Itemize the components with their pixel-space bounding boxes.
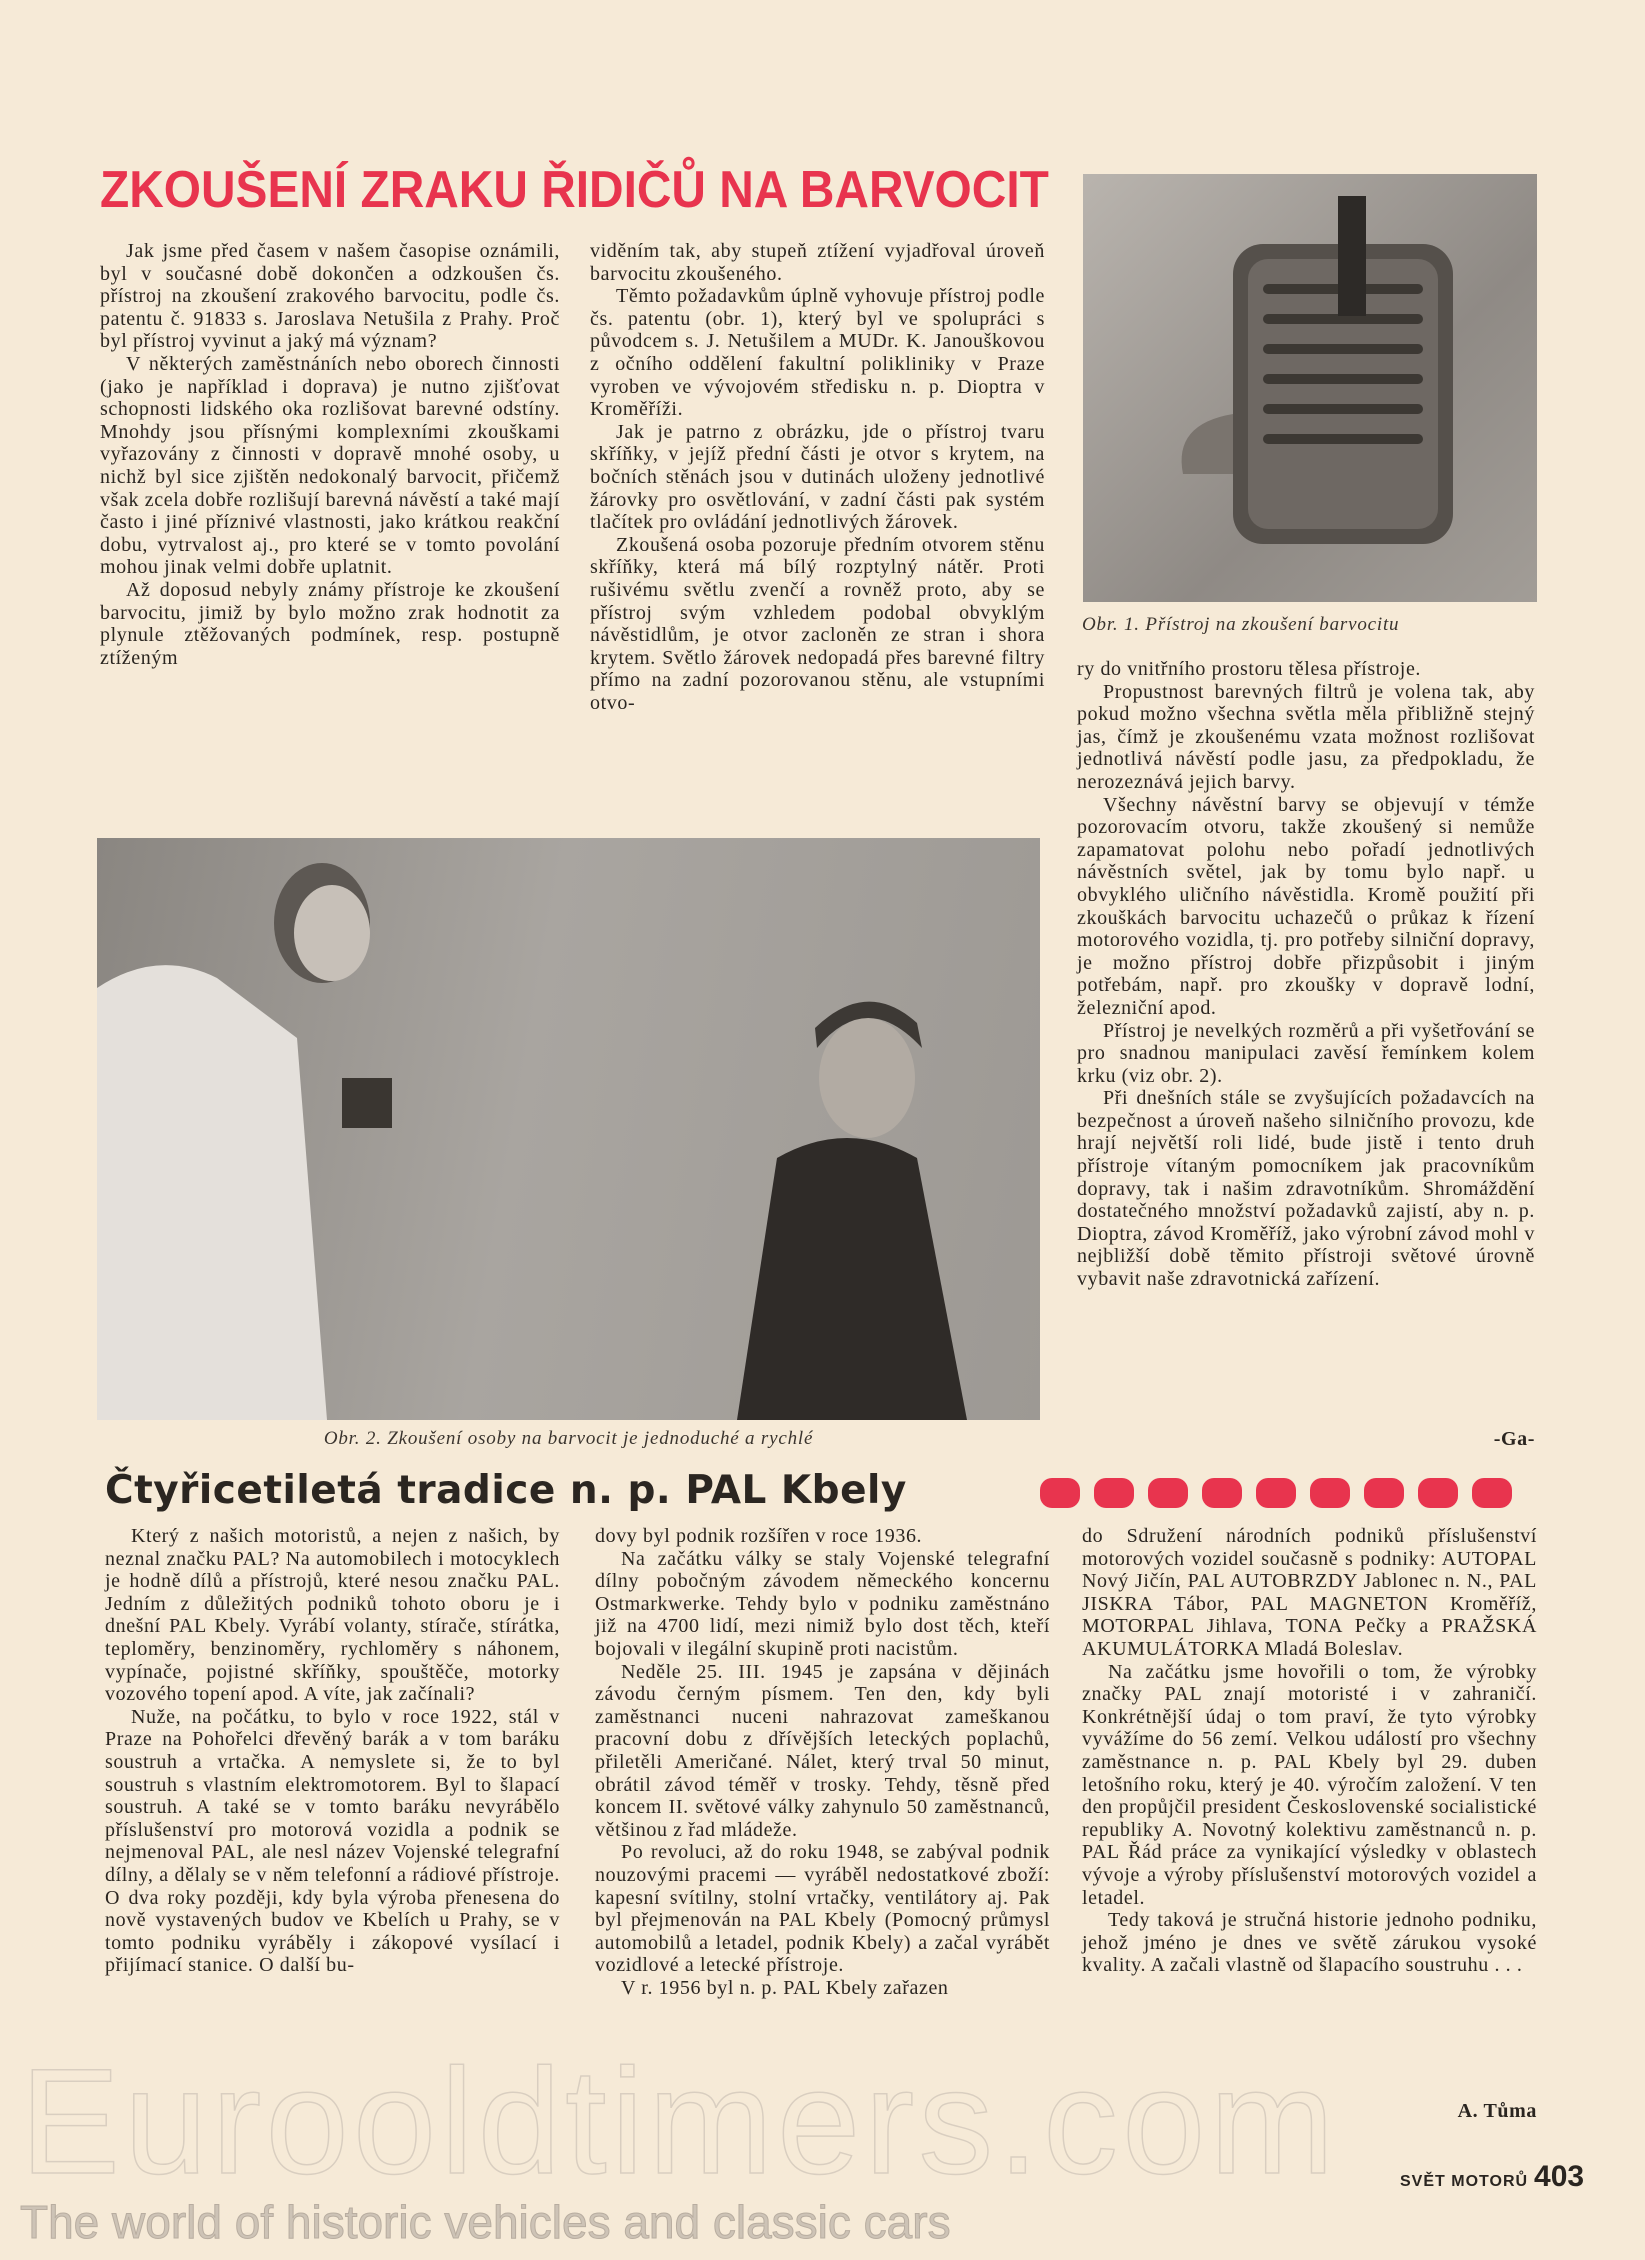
examination-illustration (97, 838, 1040, 1420)
paragraph: dovy byl podnik rozšířen v roce 1936. (595, 1525, 923, 1547)
paragraph: Nuže, na počátku, to bylo v roce 1922, stál v Praze na Pohořelci dřevěný barák a v tom baráku soustruh a vrtačka. A nemyslete si, že to byl soustruh s vlastním elektromotorem. Byl to šlapací soustruh. A také se v tomto baráku nevyrábělo příslušenství pro motorová vozidla a podnik se nejmenoval PAL, ale nesl název Vojenské telegrafní dílny, a dělaly se v něm telefonní a rádiové přístroje. O dva roky později, kdy byla výroba přenesena do nově vystavených budov ve Kbelích u Prahy, se v tomto podniku vyráběly i zákopové vysílací i přijímací stanice. O další bu- (105, 1705, 560, 1977)
figure-2-caption: Obr. 2. Zkoušení osoby na barvocit je jednoduché a rychlé (323, 1428, 814, 1449)
dot (1148, 1478, 1188, 1508)
paragraph: Jak je patrno z obrázku, jde o přístroj tvaru skříňky, v jejíž přední části je otvor s krytem, na bočních stěnách jsou v dutinách uloženy jednotlivé žárovky pro osvětlování, v zadní části pak systém tlačítek pro ovládání jednotlivých žárovek. (590, 420, 1045, 534)
dot (1310, 1478, 1350, 1508)
figure-1-device-photo (1083, 174, 1537, 602)
article2-column-2 (595, 1525, 1050, 1999)
dot (1094, 1478, 1134, 1508)
article1-column-3 (1077, 658, 1535, 1291)
dot (1040, 1478, 1080, 1508)
magazine-name: SVĚT MOTORŮ (1400, 2173, 1529, 2190)
watermark-site: Eurooldtimers.com (20, 2037, 1339, 2205)
paragraph: Všechny návěstní barvy se objevují v témže pozorovacím otvoru, takže zkoušený si nemůže zapamatovat polohu nebo pořadí jednotlivých návěstních světel, jak by tomu bylo např. u obvyklého uličního návěstidla. Kromě použití při zkouškách barvocitu uchazečů o průkaz k řízení motorového vozidla, tj. pro potřeby silniční dopravy, je možno přístroj dobře přizpůsobit i jiným potřebám, např. pro zkoušky v dopravě lodní, železniční apod. (1077, 793, 1535, 1019)
paragraph: Neděle 25. III. 1945 je zapsána v dějinách závodu černým písmem. Ten den, kdy byli zaměstnanci nuceni nahrazovat zameškanou pracovní dobu z dřívějších leteckých poplachů, přiletěli Američané. Nálet, který trval 50 minut, obrátil závod téměř v trosky. Tehdy, těsně před koncem II. světové války zahynulo 50 zaměstnanců, většinou z řad mládeže. (595, 1660, 1050, 1841)
dot (1202, 1478, 1242, 1508)
watermark-tagline: The world of historic vehicles and classic cars (20, 2196, 951, 2248)
article1-signature: -Ga- (1493, 1428, 1535, 1450)
article1-column-1 (100, 240, 560, 669)
figure-2-examination-photo (97, 838, 1040, 1420)
paragraph: viděním tak, aby stupeň ztížení vyjadřoval úroveň barvocitu zkoušeného. (590, 240, 1045, 285)
paragraph: Těmto požadavkům úplně vyhovuje přístroj podle čs. patentu (obr. 1), který byl ve spolupráci s původcem s. J. Netušilem a MUDr. K. Janouškovou z očního oddělení fakultní polikliniky v Praze vyroben ve vývojovém středisku n. p. Dioptra v Kroměříži. (590, 285, 1045, 421)
article2-column-1 (105, 1525, 560, 1977)
paragraph: Až doposud nebyly známy přístroje ke zkoušení barvocitu, jimiž by bylo možno zrak hodnotit za plynule ztěžovaných podmínek, resp. postupně ztíženým (100, 578, 560, 669)
paragraph: do Sdružení národních podniků příslušenství motorových vozidel současně s podniky: AUTOPAL Nový Jičín, PAL AUTOBRZDY Jablonec n. N., PAL JISKRA Tábor, PAL MAGNETON Kroměříž, MOTORPAL Jihlava, TONA Pečky a PRAŽSKÁ AKUMULÁTORKA Mladá Boleslav. (1082, 1525, 1537, 1660)
article-title: ZKOUŠENÍ ZRAKU ŘIDIČŮ NA BARVOCIT (100, 161, 1049, 219)
article2-title: Čtyřicetiletá tradice n. p. PAL Kbely (105, 1468, 907, 1513)
paragraph: V r. 1956 byl n. p. PAL Kbely zařazen (621, 1976, 949, 1999)
dot (1418, 1478, 1458, 1508)
article2-signature: A. Tůma (1457, 2100, 1537, 2122)
paragraph: Který z našich motoristů, a nejen z našich, by neznal značku PAL? Na automobilech i motocyklech je hodně dílů a přístrojů, které nesou značku PAL. Jedním z důležitých podniků tohoto oboru je i dnešní PAL Kbely. Vyrábí volanty, stírače, stírátka, teploměry, benzinoměry, rychloměry s náhonem, vypínače, pojistné skříňky, spouštěče, motorky vozového topení apod. A víte, jak začínali? (105, 1525, 560, 1706)
paragraph: Přístroj je nevelkých rozměrů a při vyšetřování se pro snadnou manipulaci zavěsí řemínkem kolem krku (viz obr. 2). (1077, 1019, 1535, 1087)
paragraph: Jak jsme před časem v našem časopise oznámili, byl v současné době dokončen a odzkoušen čs. přístroj na zkoušení zrakového barvocitu, podle čs. patentu č. 91833 s. Jaroslava Netušila z Prahy. Proč byl přístroj vyvinut a jaký má význam? (100, 240, 560, 353)
dot (1472, 1478, 1512, 1508)
article2-column-3 (1082, 1525, 1537, 1977)
paragraph: Tedy taková je stručná historie jednoho podniku, jehož jméno je dnes ve světě zárukou vysoké kvality. A začali vlastně od šlapacího soustruhu . . . (1082, 1909, 1537, 1977)
paragraph: Zkoušená osoba pozoruje předním otvorem stěnu skříňky, která má bílý rozptylný nátěr. Proti rušivému světlu zvenčí a rovněž proto, aby se přístroj svým vzhledem podobal obvyklým návěstidlům, je otvor zacloněn ze stran i shora krytem. Světlo žárovek nedopadá přes barevné filtry přímo na zadní pozorovanou stěnu, ale vstupními otvo- (590, 533, 1045, 714)
dot (1256, 1478, 1296, 1508)
paragraph: Po revoluci, až do roku 1948, se zabýval podnik nouzovými pracemi — vyráběl nedostatkové zboží: kapesní svítilny, stolní vrtačky, ventilátory aj. Pak byl přejmenován na PAL Kbely (Pomocný průmysl automobilů a letadel, podnik Kbely) a začal vyrábět vozidlové a letecké přístroje. (595, 1841, 1050, 1977)
paragraph: Na začátku války se staly Vojenské telegrafní dílny pobočným závodem německého koncernu Ostmarkwerke. Tehdy bylo v podniku zaměstnáno již na 4700 lidí, mezi nimiž bylo dost těch, kteří bojovali v ilegální skupině proti nacistům. (595, 1547, 1050, 1660)
decorative-dots-divider (1040, 1478, 1512, 1508)
paragraph: Při dnešních stále se zvyšujících požadavcích na bezpečnost a úroveň našeho silničního provozu, kde hrají největší roli lidé, bude jistě i tento druh přístroje vítaným pomocníkem jak pracovníkům dopravy, tak i našim zdravotníkům. Shromáždění dostatečného množství požadavků zajistí, aby n. p. Dioptra, závod Kroměříž, jako výrobní závod mohl v nejbližší době těmito přístroji světové úrovně vybavit naše zdravotnická zařízení. (1077, 1087, 1535, 1291)
paragraph: V některých zaměstnáních nebo oborech činnosti (jako je například i doprava) je nutno zjišťovat schopnosti lidského oka rozlišovat barevné odstíny. Mnohdy jsou přísnými komplexními zkouškami vyřazovány z činnosti v dopravě mnohé osoby, u nichž byl sice zjištěn nedokonalý barvocit, přičemž však zcela dobře rozlišují barevná návěstí a také mají často i jiné příznivé vlastnosti, jako krátkou reakční dobu, vytrvalost aj., pro které se v tomto povolání mohou jinak velmi dobře uplatnit. (100, 352, 560, 579)
page-number: 403 (1534, 2160, 1585, 2193)
paragraph: ry do vnitřního prostoru tělesa přístroje. (1077, 658, 1422, 680)
paragraph: Propustnost barevných filtrů je volena tak, aby pokud možno všechna světla měla přibližně stejný jas, čímž je zkoušenému vzata možnost rozlišovat jednotlivá návěstí podle jasu, za předpokladu, že nerozeznává jejich barvy. (1077, 680, 1535, 793)
figure-1-caption: Obr. 1. Přístroj na zkoušení barvocitu (1082, 614, 1400, 635)
device-illustration (1083, 174, 1537, 602)
paragraph: Na začátku jsme hovořili o tom, že výrobky značky PAL znají motoristé i v zahraničí. Konkrétnější údaj o tom praví, že tyto výrobky vyvážíme do 56 zemí. Velkou událostí pro všechny zaměstnance n. p. PAL Kbely byl 29. duben letošního roku, který je 40. výročím založení. V ten den propůjčil president Československé socialistické republiky A. Novotný kolektivu zaměstnanců n. p. PAL Řád práce za vynikající výsledky v oblastech vývoje a výroby příslušenství motorových vozidel a letadel. (1082, 1660, 1537, 1909)
article1-column-2 (590, 240, 1045, 714)
page-footer (1400, 2160, 1584, 2194)
dot (1364, 1478, 1404, 1508)
